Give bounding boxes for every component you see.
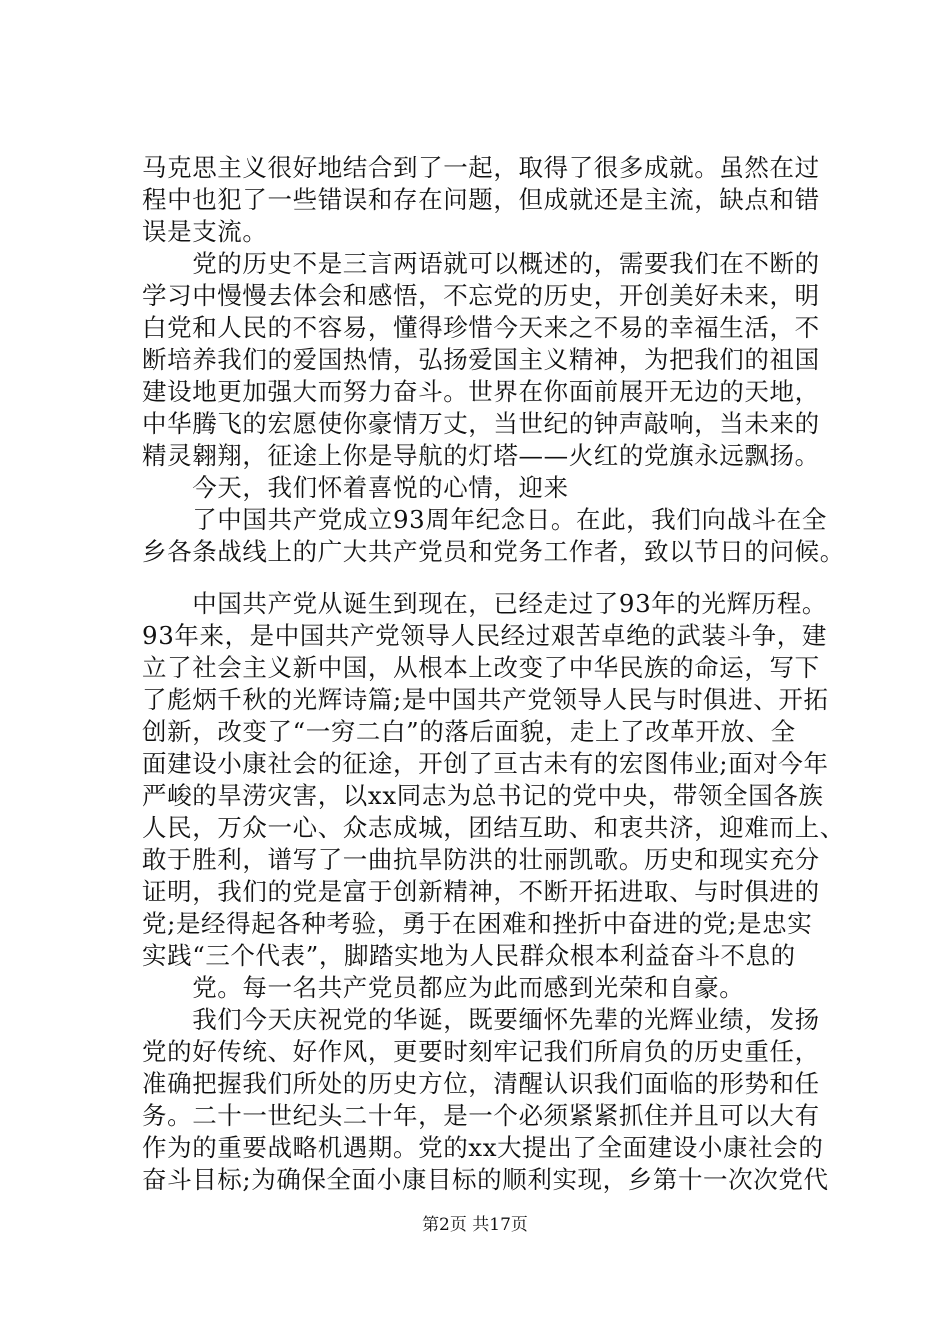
text-line: 奋斗目标;为确保全面小康目标的顺利实现，乡第十一次次党代 (142, 1165, 829, 1194)
page-footer: 第2页 共17页 (422, 1215, 528, 1235)
text-line: 作为的重要战略机遇期。党的xx大提出了全面建设小康社会的 (142, 1133, 824, 1162)
text-line: 立了社会主义新中国，从根本上改变了中华民族的命运，写下 (142, 653, 820, 682)
text-line: 党的历史不是三言两语就可以概述的，需要我们在不断的 (142, 249, 820, 278)
text-line: 我们今天庆祝党的华诞，既要缅怀先辈的光辉业绩，发扬 (142, 1005, 820, 1034)
text-line: 马克思主义很好地结合到了一起，取得了很多成就。虽然在过 (142, 153, 820, 182)
text-line: 乡各条战线上的广大共产党员和党务工作者，致以节日的问候。 (142, 537, 845, 566)
text-line: 创新，改变了“一穷二白”的落后面貌，走上了改革开放、全 (142, 717, 796, 746)
text-line: 断培养我们的爱国热情，弘扬爱国主义精神，为把我们的祖国 (142, 345, 820, 374)
text-line: 中国共产党从诞生到现在，已经走过了93年的光辉历程。 (142, 589, 827, 618)
text-line: 程中也犯了一些错误和存在问题，但成就还是主流，缺点和错 (142, 185, 820, 214)
text-line: 敢于胜利，谱写了一曲抗旱防洪的壮丽凯歌。历史和现实充分 (142, 845, 820, 874)
text-line: 党;是经得起各种考验，勇于在困难和挫折中奋进的党;是忠实 (142, 909, 813, 938)
text-line: 建设地更加强大而努力奋斗。世界在你面前展开无边的天地， (142, 377, 820, 406)
text-line: 严峻的旱涝灾害，以xx同志为总书记的党中央，带领全国各族 (142, 781, 824, 810)
text-line: 准确把握我们所处的历史方位，清醒认识我们面临的形势和任 (142, 1069, 820, 1098)
text-line: 今天，我们怀着喜悦的心情，迎来 (142, 473, 569, 502)
text-line: 实践“三个代表”，脚踏实地为人民群众根本利益奋斗不息的 (142, 941, 796, 970)
text-line: 中华腾飞的宏愿使你豪情万丈，当世纪的钟声敲响，当未来的 (142, 409, 820, 438)
text-line: 了彪炳千秋的光辉诗篇;是中国共产党领导人民与时俱进、开拓 (142, 685, 829, 714)
text-line: 了中国共产党成立93周年纪念日。在此，我们向战斗在全 (142, 505, 827, 534)
text-line: 误是支流。 (142, 217, 268, 246)
text-line: 精灵翱翔，征途上你是导航的灯塔——火红的党旗永远飘扬。 (142, 441, 820, 470)
text-line: 93年来，是中国共产党领导人民经过艰苦卓绝的武装斗争，建 (142, 621, 827, 650)
text-line: 学习中慢慢去体会和感悟，不忘党的历史，开创美好未来，明 (142, 281, 820, 310)
text-line: 人民，万众一心、众志成城，团结互助、和衷共济，迎难而上、 (142, 813, 845, 842)
text-line: 面建设小康社会的征途，开创了亘古未有的宏图伟业;面对今年 (142, 749, 829, 778)
text-line: 证明，我们的党是富于创新精神，不断开拓进取、与时俱进的 (142, 877, 820, 906)
text-line: 务。二十一世纪头二十年，是一个必须紧紧抓住并且可以大有 (142, 1101, 820, 1130)
text-line: 党的好传统、好作风，更要时刻牢记我们所肩负的历史重任， (142, 1037, 820, 1066)
text-line: 白党和人民的不容易，懂得珍惜今天来之不易的幸福生活，不 (142, 313, 820, 342)
text-line: 党。每一名共产党员都应为此而感到光荣和自豪。 (142, 973, 745, 1002)
